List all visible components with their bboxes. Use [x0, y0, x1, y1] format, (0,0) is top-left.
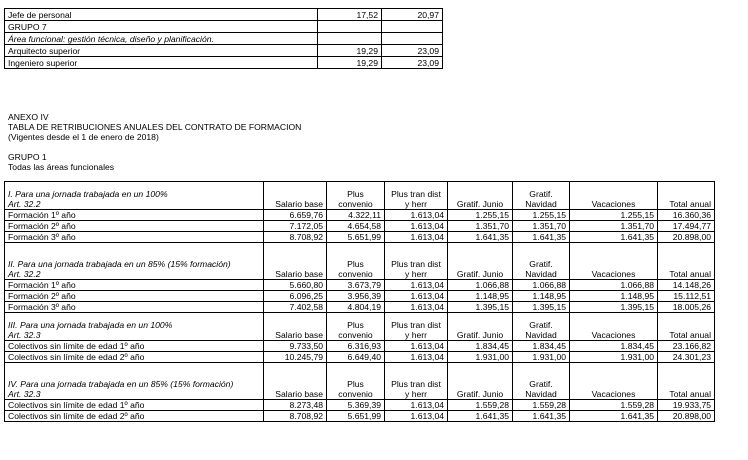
section-title-cell	[5, 182, 264, 210]
row-label: Área funcional: gestión técnica, diseño y planificación.	[5, 33, 318, 45]
table-row	[5, 302, 715, 313]
section-header-row	[5, 313, 715, 341]
section-title: IV. Para una jornada trabajada en un 85% (15% formación)	[8, 379, 234, 389]
cell-gratif-junio: 1.395,15	[448, 302, 513, 313]
cell-salario-base: 7.172,05	[264, 221, 327, 232]
cell-vacaciones: 1.641,35	[570, 411, 658, 422]
table-row	[5, 341, 715, 352]
cell-plus-convenio: 4.322,11	[327, 210, 385, 221]
section-article: Art. 32.2	[8, 269, 41, 279]
column-header-plus-transporte: Plus tran dist y herr	[385, 363, 448, 400]
section-title: I. Para una jornada trabajada en un 100%	[8, 189, 168, 199]
column-header-total-anual: Total anual	[658, 313, 715, 341]
row-label: Formación 3º año	[5, 302, 264, 313]
annex-subtitle: TABLA DE RETRIBUCIONES ANUALES DEL CONTRATO DE FORMACION	[8, 122, 302, 132]
cell-vacaciones: 1.395,15	[570, 302, 658, 313]
cell-gratif-junio: 1.641,35	[448, 411, 513, 422]
section-article: Art. 32.3	[8, 330, 41, 340]
hourly-value-alt	[382, 21, 443, 33]
top-table-row	[5, 45, 443, 57]
hourly-value-alt: 23,09	[382, 45, 443, 57]
cell-total-anual: 17.494,77	[658, 221, 715, 232]
top-table-body	[5, 9, 443, 69]
column-header-plus-convenio: Plus convenio	[327, 243, 385, 280]
cell-plus-convenio: 5.651,99	[327, 411, 385, 422]
cell-total-anual: 20.898,00	[658, 411, 715, 422]
table-row	[5, 352, 715, 363]
row-label: Colectivos sin límite de edad 1º año	[5, 400, 264, 411]
cell-gratif-navidad: 1.834,45	[513, 341, 570, 352]
top-table-row	[5, 9, 443, 21]
table-row	[5, 291, 715, 302]
cell-gratif-navidad: 1.255,15	[513, 210, 570, 221]
cell-gratif-junio: 1.641,35	[448, 232, 513, 243]
table-row	[5, 280, 715, 291]
table-row	[5, 411, 715, 422]
cell-plus-convenio: 5.651,99	[327, 232, 385, 243]
column-header-gratif-navidad: Gratif. Navidad	[513, 313, 570, 341]
column-header-gratif-junio: Gratif. Junio	[448, 313, 513, 341]
cell-plus-transporte: 1.613,04	[385, 411, 448, 422]
hourly-value: 19,29	[318, 45, 382, 57]
section-title-cell	[5, 313, 264, 341]
cell-vacaciones: 1.834,45	[570, 341, 658, 352]
cell-gratif-navidad: 1.559,28	[513, 400, 570, 411]
training-table-body	[5, 182, 715, 422]
cell-total-anual: 16.360,36	[658, 210, 715, 221]
cell-total-anual: 14.148,26	[658, 280, 715, 291]
hourly-value-alt: 23,09	[382, 57, 443, 69]
cell-vacaciones: 1.066,88	[570, 280, 658, 291]
section-header-row	[5, 243, 715, 280]
table-row	[5, 221, 715, 232]
training-salary-table	[4, 181, 715, 422]
annex-title: ANEXO IV	[8, 112, 49, 122]
cell-total-anual: 15.112,51	[658, 291, 715, 302]
hourly-value: 19,29	[318, 57, 382, 69]
cell-total-anual: 18.005,26	[658, 302, 715, 313]
column-header-vacaciones: Vacaciones	[570, 182, 658, 210]
column-header-total-anual: Total anual	[658, 182, 715, 210]
section-title: III. Para una jornada trabajada en un 100%	[8, 320, 173, 330]
hourly-value: 17,52	[318, 9, 382, 21]
cell-salario-base: 8.708,92	[264, 232, 327, 243]
cell-plus-transporte: 1.613,04	[385, 221, 448, 232]
cell-plus-transporte: 1.613,04	[385, 232, 448, 243]
hourly-value-alt: 20,97	[382, 9, 443, 21]
section-article: Art. 32.3	[8, 389, 41, 399]
cell-gratif-junio: 1.148,95	[448, 291, 513, 302]
cell-plus-convenio: 6.649,40	[327, 352, 385, 363]
row-label: Colectivos sin límite de edad 1º año	[5, 341, 264, 352]
group-heading	[8, 152, 114, 172]
cell-plus-transporte: 1.613,04	[385, 400, 448, 411]
cell-salario-base: 7.402,58	[264, 302, 327, 313]
column-header-gratif-junio: Gratif. Junio	[448, 363, 513, 400]
cell-gratif-navidad: 1.641,35	[513, 232, 570, 243]
cell-salario-base: 10.245,79	[264, 352, 327, 363]
row-label: Jefe de personal	[5, 9, 318, 21]
cell-gratif-junio: 1.255,15	[448, 210, 513, 221]
cell-gratif-navidad: 1.148,95	[513, 291, 570, 302]
column-header-total-anual: Total anual	[658, 363, 715, 400]
hourly-value-alt	[382, 33, 443, 45]
top-table-row	[5, 21, 443, 33]
cell-vacaciones: 1.641,35	[570, 232, 658, 243]
row-label: Arquitecto superior	[5, 45, 318, 57]
column-header-gratif-junio: Gratif. Junio	[448, 182, 513, 210]
column-header-vacaciones: Vacaciones	[570, 243, 658, 280]
cell-plus-convenio: 4.654,58	[327, 221, 385, 232]
cell-gratif-junio: 1.066,88	[448, 280, 513, 291]
top-salary-table	[4, 8, 443, 69]
row-label: Formación 2º año	[5, 291, 264, 302]
row-label: Formación 2º año	[5, 221, 264, 232]
cell-vacaciones: 1.148,95	[570, 291, 658, 302]
column-header-salario-base: Salario base	[264, 182, 327, 210]
cell-salario-base: 8.273,48	[264, 400, 327, 411]
cell-plus-convenio: 4.804,19	[327, 302, 385, 313]
top-table-row	[5, 33, 443, 45]
top-table-row	[5, 57, 443, 69]
cell-plus-transporte: 1.613,04	[385, 291, 448, 302]
hourly-value	[318, 33, 382, 45]
column-header-gratif-navidad: Gratif. Navidad	[513, 182, 570, 210]
column-header-salario-base: Salario base	[264, 313, 327, 341]
annex-validity: (Vigentes desde el 1 de enero de 2018)	[8, 132, 159, 142]
cell-gratif-navidad: 1.931,00	[513, 352, 570, 363]
cell-vacaciones: 1.255,15	[570, 210, 658, 221]
table-row	[5, 210, 715, 221]
cell-salario-base: 6.096,25	[264, 291, 327, 302]
column-header-plus-transporte: Plus tran dist y herr	[385, 182, 448, 210]
column-header-vacaciones: Vacaciones	[570, 313, 658, 341]
cell-gratif-navidad: 1.066,88	[513, 280, 570, 291]
row-label: Colectivos sin límite de edad 2º año	[5, 411, 264, 422]
column-header-plus-transporte: Plus tran dist y herr	[385, 313, 448, 341]
cell-plus-convenio: 3.673,79	[327, 280, 385, 291]
table-row	[5, 232, 715, 243]
section-header-row	[5, 363, 715, 400]
column-header-plus-convenio: Plus convenio	[327, 363, 385, 400]
cell-gratif-junio: 1.559,28	[448, 400, 513, 411]
row-label: Formación 1º año	[5, 210, 264, 221]
column-header-plus-convenio: Plus convenio	[327, 313, 385, 341]
cell-total-anual: 20.898,00	[658, 232, 715, 243]
row-label: Ingeniero superior	[5, 57, 318, 69]
column-header-salario-base: Salario base	[264, 243, 327, 280]
column-header-gratif-navidad: Gratif. Navidad	[513, 363, 570, 400]
group-areas: Todas las áreas funcionales	[8, 162, 115, 172]
row-label: GRUPO 7	[5, 21, 318, 33]
row-label: Colectivos sin límite de edad 2º año	[5, 352, 264, 363]
cell-gratif-junio: 1.351,70	[448, 221, 513, 232]
annex-heading	[8, 112, 301, 142]
cell-plus-convenio: 6.316,93	[327, 341, 385, 352]
row-label: Formación 1º año	[5, 280, 264, 291]
cell-plus-transporte: 1.613,04	[385, 352, 448, 363]
cell-salario-base: 9.733,50	[264, 341, 327, 352]
section-article: Art. 32.2	[8, 199, 41, 209]
column-header-vacaciones: Vacaciones	[570, 363, 658, 400]
cell-gratif-junio: 1.834,45	[448, 341, 513, 352]
column-header-plus-transporte: Plus tran dist y herr	[385, 243, 448, 280]
cell-plus-transporte: 1.613,04	[385, 341, 448, 352]
row-label: Formación 3º año	[5, 232, 264, 243]
cell-total-anual: 24.301,23	[658, 352, 715, 363]
cell-salario-base: 8.708,92	[264, 411, 327, 422]
cell-vacaciones: 1.931,00	[570, 352, 658, 363]
section-header-row	[5, 182, 715, 210]
cell-salario-base: 6.659,76	[264, 210, 327, 221]
cell-total-anual: 23.166,82	[658, 341, 715, 352]
column-header-total-anual: Total anual	[658, 243, 715, 280]
column-header-salario-base: Salario base	[264, 363, 327, 400]
cell-total-anual: 19.933,75	[658, 400, 715, 411]
cell-gratif-junio: 1.931,00	[448, 352, 513, 363]
cell-plus-transporte: 1.613,04	[385, 302, 448, 313]
cell-plus-transporte: 1.613,04	[385, 280, 448, 291]
cell-vacaciones: 1.559,28	[570, 400, 658, 411]
cell-salario-base: 5.660,80	[264, 280, 327, 291]
column-header-plus-convenio: Plus convenio	[327, 182, 385, 210]
section-title-cell	[5, 363, 264, 400]
cell-vacaciones: 1.351,70	[570, 221, 658, 232]
section-title: II. Para una jornada trabajada en un 85% (15% formación)	[8, 259, 231, 269]
group-title: GRUPO 1	[8, 152, 47, 162]
cell-plus-transporte: 1.613,04	[385, 210, 448, 221]
column-header-gratif-navidad: Gratif. Navidad	[513, 243, 570, 280]
table-row	[5, 400, 715, 411]
cell-gratif-navidad: 1.351,70	[513, 221, 570, 232]
hourly-value	[318, 21, 382, 33]
section-title-cell	[5, 243, 264, 280]
cell-gratif-navidad: 1.395,15	[513, 302, 570, 313]
column-header-gratif-junio: Gratif. Junio	[448, 243, 513, 280]
cell-plus-convenio: 3.956,39	[327, 291, 385, 302]
cell-plus-convenio: 5.369,39	[327, 400, 385, 411]
cell-gratif-navidad: 1.641,35	[513, 411, 570, 422]
